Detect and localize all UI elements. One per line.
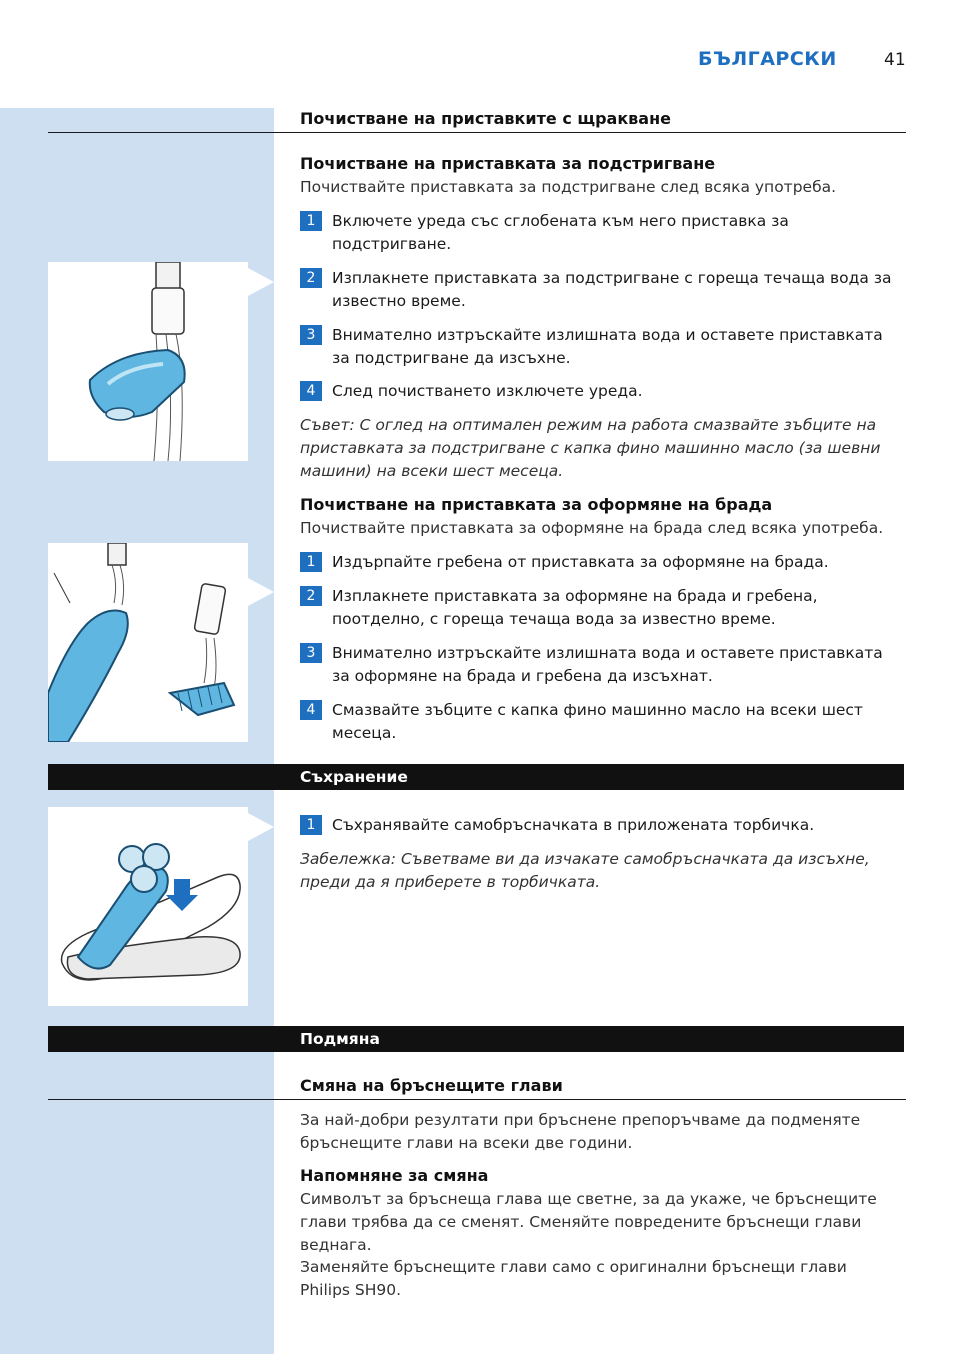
- shaver-pouch-illustration: [48, 807, 248, 1006]
- section-title-storage: Съхранение: [300, 768, 408, 786]
- trimmer-intro: Почиствайте приставката за подстригване след всяка употреба.: [300, 178, 837, 196]
- step-number: 2: [300, 268, 322, 288]
- section-title-replacement: Подмяна: [300, 1030, 380, 1048]
- step-number: 3: [300, 325, 322, 345]
- storage-step-1: [300, 814, 900, 837]
- trimmer-step-4: [300, 380, 900, 403]
- step-number: 4: [300, 381, 322, 401]
- trimmer-tip: Съвет: С оглед на оптимален режим на работа смазвайте зъбците на приставката за подстригване с капка фино машинно масло (за шевни машини) на всеки шест месеца.: [300, 416, 881, 480]
- step-number: 3: [300, 643, 322, 663]
- reminder-title: Напомняне за смяна: [300, 1166, 489, 1185]
- step-number: 2: [300, 586, 322, 606]
- language-title: БЪЛГАРСКИ: [698, 48, 837, 70]
- pointer-arrow: [248, 813, 274, 841]
- beard-step-3: [300, 642, 900, 688]
- step-number: 1: [300, 211, 322, 231]
- trimmer-step-2: [300, 267, 900, 313]
- section-title-snap: Почистване на приставките с щракване: [300, 109, 671, 128]
- section-bar-replacement: [48, 1026, 904, 1052]
- step-number: 1: [300, 552, 322, 572]
- step-text: Смазвайте зъбците с капка фино машинно масло на всеки шест месеца.: [332, 701, 863, 742]
- beard-intro: Почиствайте приставката за оформяне на брада след всяка употреба.: [300, 519, 884, 537]
- divider: [48, 1099, 906, 1100]
- storage-note: Забележка: Съветваме ви да изчакате самобръсначката да изсъхне, преди да я приберете в торбичката.: [300, 850, 870, 891]
- trimmer-step-3: [300, 324, 900, 370]
- beard-step-4: [300, 699, 900, 745]
- step-text: Издърпайте гребена от приставката за оформяне на брада.: [332, 553, 829, 571]
- step-number: 1: [300, 815, 322, 835]
- step-text: Внимателно изтръскайте излишната вода и оставете приставката за подстригване да изсъхне.: [332, 326, 883, 367]
- trimmer-title: Почистване на приставката за подстригване: [300, 154, 716, 173]
- pointer-arrow: [248, 578, 274, 606]
- section-bar-storage: [48, 764, 904, 790]
- page-number: 41: [884, 50, 906, 70]
- reminder-paragraph-2: Заменяйте бръснещите глави само с оригинални бръснещи глави Philips SH90.: [300, 1258, 847, 1299]
- beard-styler-rinse-illustration: [48, 543, 248, 742]
- replacement-subtitle: Смяна на бръснещите глави: [300, 1076, 563, 1095]
- beard-title: Почистване на приставката за оформяне на брада: [300, 495, 773, 514]
- step-text: Включете уреда със сглобената към него приставка за подстригване.: [332, 212, 789, 253]
- divider: [48, 132, 906, 133]
- beard-step-2: [300, 585, 900, 631]
- step-number: 4: [300, 700, 322, 720]
- step-text: Изплакнете приставката за оформяне на брада и гребена, поотделно, с гореща течаща вода за известно време.: [332, 587, 818, 628]
- beard-step-1: [300, 551, 900, 574]
- step-text: След почистването изключете уреда.: [332, 382, 643, 400]
- replacement-intro: За най-добри резултати при бръснене препоръчваме да подменяте бръснещите глави на всеки две години.: [300, 1111, 861, 1152]
- step-text: Изплакнете приставката за подстригване с гореща течаща вода за известно време.: [332, 269, 892, 310]
- reminder-paragraph-1: Символът за бръснеща глава ще светне, за да укаже, че бръснещите глави трябва да се сменят. Сменяйте повредените бръснещи глави веднага.: [300, 1190, 877, 1254]
- trimmer-rinse-illustration: [48, 262, 248, 461]
- step-text: Съхранявайте самобръсначката в приложената торбичка.: [332, 816, 815, 834]
- trimmer-step-1: [300, 210, 900, 256]
- step-text: Внимателно изтръскайте излишната вода и оставете приставката за оформяне на брада и гребена да изсъхнат.: [332, 644, 883, 685]
- pointer-arrow: [248, 268, 274, 296]
